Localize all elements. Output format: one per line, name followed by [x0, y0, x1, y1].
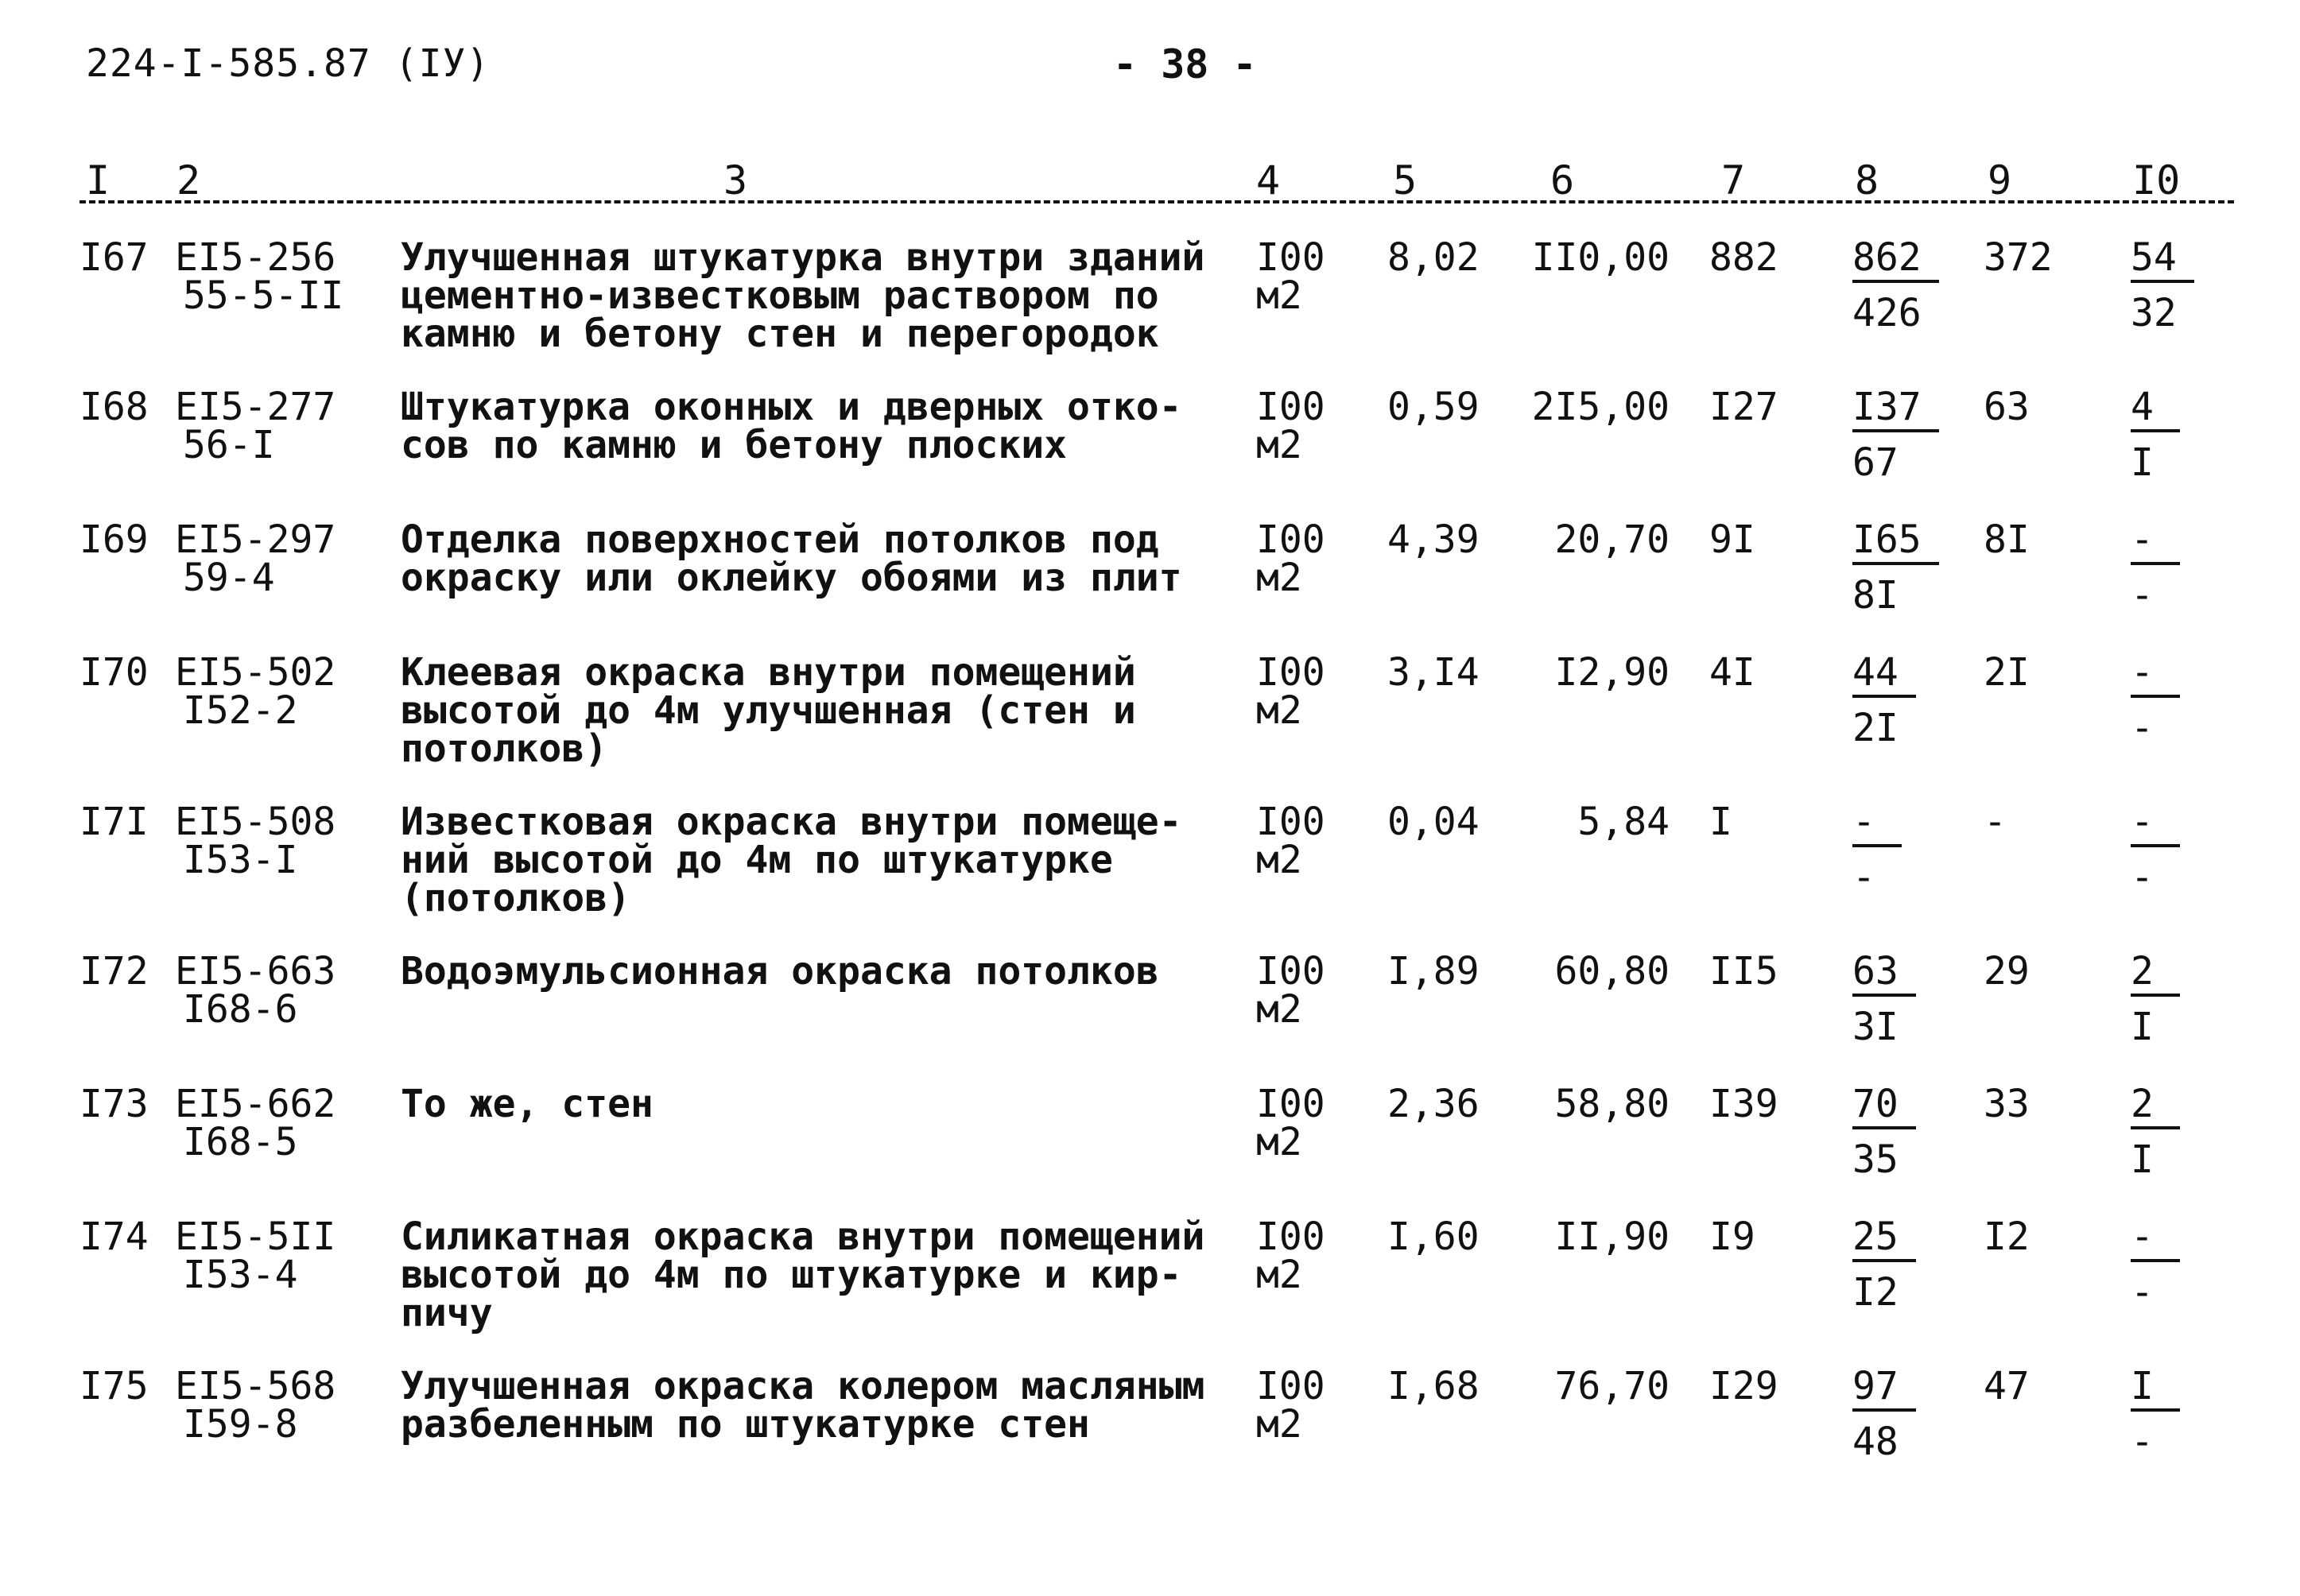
unit-quantity: I00	[1256, 650, 1325, 695]
work-description: Водоэмульсионная окраска потолков	[401, 949, 1159, 994]
unit-measure: м2	[1256, 423, 1302, 467]
column-8-numerator: 97	[1852, 1367, 1916, 1412]
rate-subcode: I53-4	[183, 1253, 298, 1297]
unit-price: 58,80	[1554, 1082, 1670, 1126]
column-9-value: 29	[1984, 949, 2030, 994]
column-8-fraction	[1852, 1214, 1916, 1315]
column-8-numerator: 70	[1852, 1085, 1916, 1129]
quantity-value: 0,59	[1387, 385, 1480, 429]
column-10-numerator: I	[2131, 1367, 2180, 1412]
unit-quantity: I00	[1256, 1364, 1325, 1408]
column-8-denominator: 426	[1852, 291, 1922, 335]
unit-measure: м2	[1256, 1253, 1302, 1297]
unit-quantity: I00	[1256, 517, 1325, 562]
unit-quantity: I00	[1256, 800, 1325, 844]
rate-subcode: 56-I	[183, 423, 275, 467]
unit-quantity: I00	[1256, 385, 1325, 429]
column-10-numerator: 54	[2131, 238, 2194, 283]
header-rule	[80, 200, 2234, 203]
row-number: I7I	[80, 800, 149, 844]
unit-price: II0,00	[1531, 235, 1670, 280]
column-10-numerator: 2	[2131, 1085, 2180, 1129]
total-cost: 882	[1709, 235, 1778, 280]
rate-code: EI5-663	[175, 949, 336, 994]
column-header-4: 4	[1256, 157, 1281, 203]
work-description: Штукатурка оконных и дверных отко- сов по камню и бетону плоских	[401, 385, 1182, 467]
work-description: То же, стен	[401, 1082, 654, 1126]
quantity-value: 3,I4	[1387, 650, 1480, 695]
total-cost: 9I	[1709, 517, 1755, 562]
column-10-fraction	[2131, 949, 2180, 1049]
quantity-value: I,68	[1387, 1364, 1480, 1408]
column-10-numerator: -	[2131, 803, 2180, 847]
column-8-fraction	[1852, 949, 1916, 1049]
column-10-denominator: 32	[2131, 291, 2177, 335]
column-header-10: I0	[2132, 157, 2181, 203]
quantity-value: 0,04	[1387, 800, 1480, 844]
row-number: I69	[80, 517, 149, 562]
column-8-numerator: 44	[1852, 653, 1916, 698]
work-description: Отделка поверхностей потолков под окраску или оклейку обоями из плит	[401, 517, 1182, 600]
column-header-5: 5	[1393, 157, 1418, 203]
column-8-denominator: 35	[1852, 1137, 1899, 1182]
rate-code: EI5-277	[175, 385, 336, 429]
document-code: 224-I-585.87 (IУ)	[86, 41, 491, 86]
rate-subcode: 55-5-II	[183, 273, 344, 318]
total-cost: I29	[1709, 1364, 1778, 1408]
work-description: Улучшенная окраска колером масляным разбеленным по штукатурке стен	[401, 1364, 1205, 1447]
unit-measure: м2	[1256, 273, 1302, 318]
column-header-7: 7	[1721, 157, 1746, 203]
unit-measure: м2	[1256, 688, 1302, 733]
total-cost: I27	[1709, 385, 1778, 429]
column-10-denominator: I	[2131, 1137, 2154, 1182]
unit-price: 20,70	[1554, 517, 1670, 562]
unit-measure: м2	[1256, 1120, 1302, 1164]
rate-code: EI5-568	[175, 1364, 336, 1408]
column-8-denominator: 2I	[1852, 706, 1899, 750]
column-8-fraction	[1852, 650, 1916, 750]
column-10-fraction	[2131, 1364, 2180, 1464]
column-9-value: -	[1984, 800, 2007, 844]
column-8-fraction	[1852, 1082, 1916, 1182]
column-9-value: I2	[1984, 1214, 2030, 1259]
rate-subcode: I59-8	[183, 1402, 298, 1447]
quantity-value: 2,36	[1387, 1082, 1480, 1126]
row-number: I68	[80, 385, 149, 429]
column-header-9: 9	[1988, 157, 2012, 203]
column-10-numerator: -	[2131, 1218, 2180, 1262]
column-9-value: 47	[1984, 1364, 2030, 1408]
total-cost: II5	[1709, 949, 1778, 994]
column-header-6: 6	[1550, 157, 1575, 203]
quantity-value: I,89	[1387, 949, 1480, 994]
unit-price: 76,70	[1554, 1364, 1670, 1408]
row-number: I72	[80, 949, 149, 994]
column-8-denominator: I2	[1852, 1270, 1899, 1315]
column-9-value: 63	[1984, 385, 2030, 429]
column-header-1: I	[86, 157, 111, 203]
rate-subcode: I52-2	[183, 688, 298, 733]
column-10-fraction	[2131, 235, 2194, 335]
unit-measure: м2	[1256, 838, 1302, 882]
row-number: I73	[80, 1082, 149, 1126]
unit-price: 2I5,00	[1531, 385, 1670, 429]
column-10-numerator: 4	[2131, 388, 2180, 432]
column-10-numerator: 2	[2131, 952, 2180, 997]
unit-price: 5,84	[1577, 800, 1670, 844]
column-10-denominator: -	[2131, 1420, 2154, 1464]
column-8-fraction	[1852, 235, 1939, 335]
work-description: Улучшенная штукатурка внутри зданий цементно-известковым раствором по камню и бетону стен и перегородок	[401, 235, 1205, 356]
column-10-fraction	[2131, 517, 2180, 618]
column-9-value: 2I	[1984, 650, 2030, 695]
column-9-value: 8I	[1984, 517, 2030, 562]
total-cost: I9	[1709, 1214, 1755, 1259]
column-8-fraction	[1852, 1364, 1916, 1464]
row-number: I74	[80, 1214, 149, 1259]
column-10-denominator: -	[2131, 855, 2154, 900]
column-10-fraction	[2131, 800, 2180, 900]
row-number: I75	[80, 1364, 149, 1408]
column-8-numerator: 63	[1852, 952, 1916, 997]
column-header-8: 8	[1855, 157, 1879, 203]
column-10-fraction	[2131, 385, 2180, 485]
quantity-value: I,60	[1387, 1214, 1480, 1259]
column-10-denominator: -	[2131, 1270, 2154, 1315]
column-10-denominator: -	[2131, 706, 2154, 750]
rate-code: EI5-662	[175, 1082, 336, 1126]
work-description: Известковая окраска внутри помеще- ний высотой до 4м по штукатурке (потолков)	[401, 800, 1182, 920]
column-10-numerator: -	[2131, 521, 2180, 565]
unit-quantity: I00	[1256, 235, 1325, 280]
rate-code: EI5-297	[175, 517, 336, 562]
column-8-numerator: 25	[1852, 1218, 1916, 1262]
column-10-denominator: I	[2131, 440, 2154, 485]
column-10-fraction	[2131, 650, 2180, 750]
rate-subcode: I53-I	[183, 838, 298, 882]
unit-price: II,90	[1554, 1214, 1670, 1259]
column-9-value: 372	[1984, 235, 2053, 280]
page-number: - 38 -	[1113, 41, 1257, 87]
column-10-fraction	[2131, 1082, 2180, 1182]
unit-measure: м2	[1256, 556, 1302, 600]
total-cost: I39	[1709, 1082, 1778, 1126]
unit-quantity: I00	[1256, 949, 1325, 994]
total-cost: 4I	[1709, 650, 1755, 695]
column-8-numerator: I37	[1852, 388, 1939, 432]
column-8-numerator: 862	[1852, 238, 1939, 283]
rate-subcode: I68-5	[183, 1120, 298, 1164]
column-8-denominator: 48	[1852, 1420, 1899, 1464]
rate-code: EI5-508	[175, 800, 336, 844]
rate-subcode: 59-4	[183, 556, 275, 600]
row-number: I70	[80, 650, 149, 695]
column-8-denominator: 3I	[1852, 1005, 1899, 1049]
column-header-2: 2	[176, 157, 201, 203]
column-8-numerator: I65	[1852, 521, 1939, 565]
work-description: Силикатная окраска внутри помещений высотой до 4м по штукатурке и кир- пичу	[401, 1214, 1205, 1335]
unit-price: 60,80	[1554, 949, 1670, 994]
total-cost: I	[1709, 800, 1732, 844]
column-8-fraction	[1852, 800, 1902, 900]
column-8-denominator: -	[1852, 855, 1875, 900]
rate-subcode: I68-6	[183, 987, 298, 1032]
column-10-denominator: -	[2131, 573, 2154, 618]
rate-code: EI5-5II	[175, 1214, 336, 1259]
unit-measure: м2	[1256, 987, 1302, 1032]
unit-quantity: I00	[1256, 1082, 1325, 1126]
column-8-denominator: 8I	[1852, 573, 1899, 618]
rate-code: EI5-256	[175, 235, 336, 280]
row-number: I67	[80, 235, 149, 280]
column-10-numerator: -	[2131, 653, 2180, 698]
unit-price: I2,90	[1554, 650, 1670, 695]
rate-code: EI5-502	[175, 650, 336, 695]
quantity-value: 4,39	[1387, 517, 1480, 562]
work-description: Клеевая окраска внутри помещений высотой до 4м улучшенная (стен и потолков)	[401, 650, 1136, 771]
column-10-denominator: I	[2131, 1005, 2154, 1049]
column-10-fraction	[2131, 1214, 2180, 1315]
column-8-fraction	[1852, 517, 1939, 618]
column-header-3: 3	[723, 157, 748, 203]
unit-quantity: I00	[1256, 1214, 1325, 1259]
column-8-denominator: 67	[1852, 440, 1899, 485]
column-8-numerator: -	[1852, 803, 1902, 847]
column-9-value: 33	[1984, 1082, 2030, 1126]
quantity-value: 8,02	[1387, 235, 1480, 280]
unit-measure: м2	[1256, 1402, 1302, 1447]
column-8-fraction	[1852, 385, 1939, 485]
